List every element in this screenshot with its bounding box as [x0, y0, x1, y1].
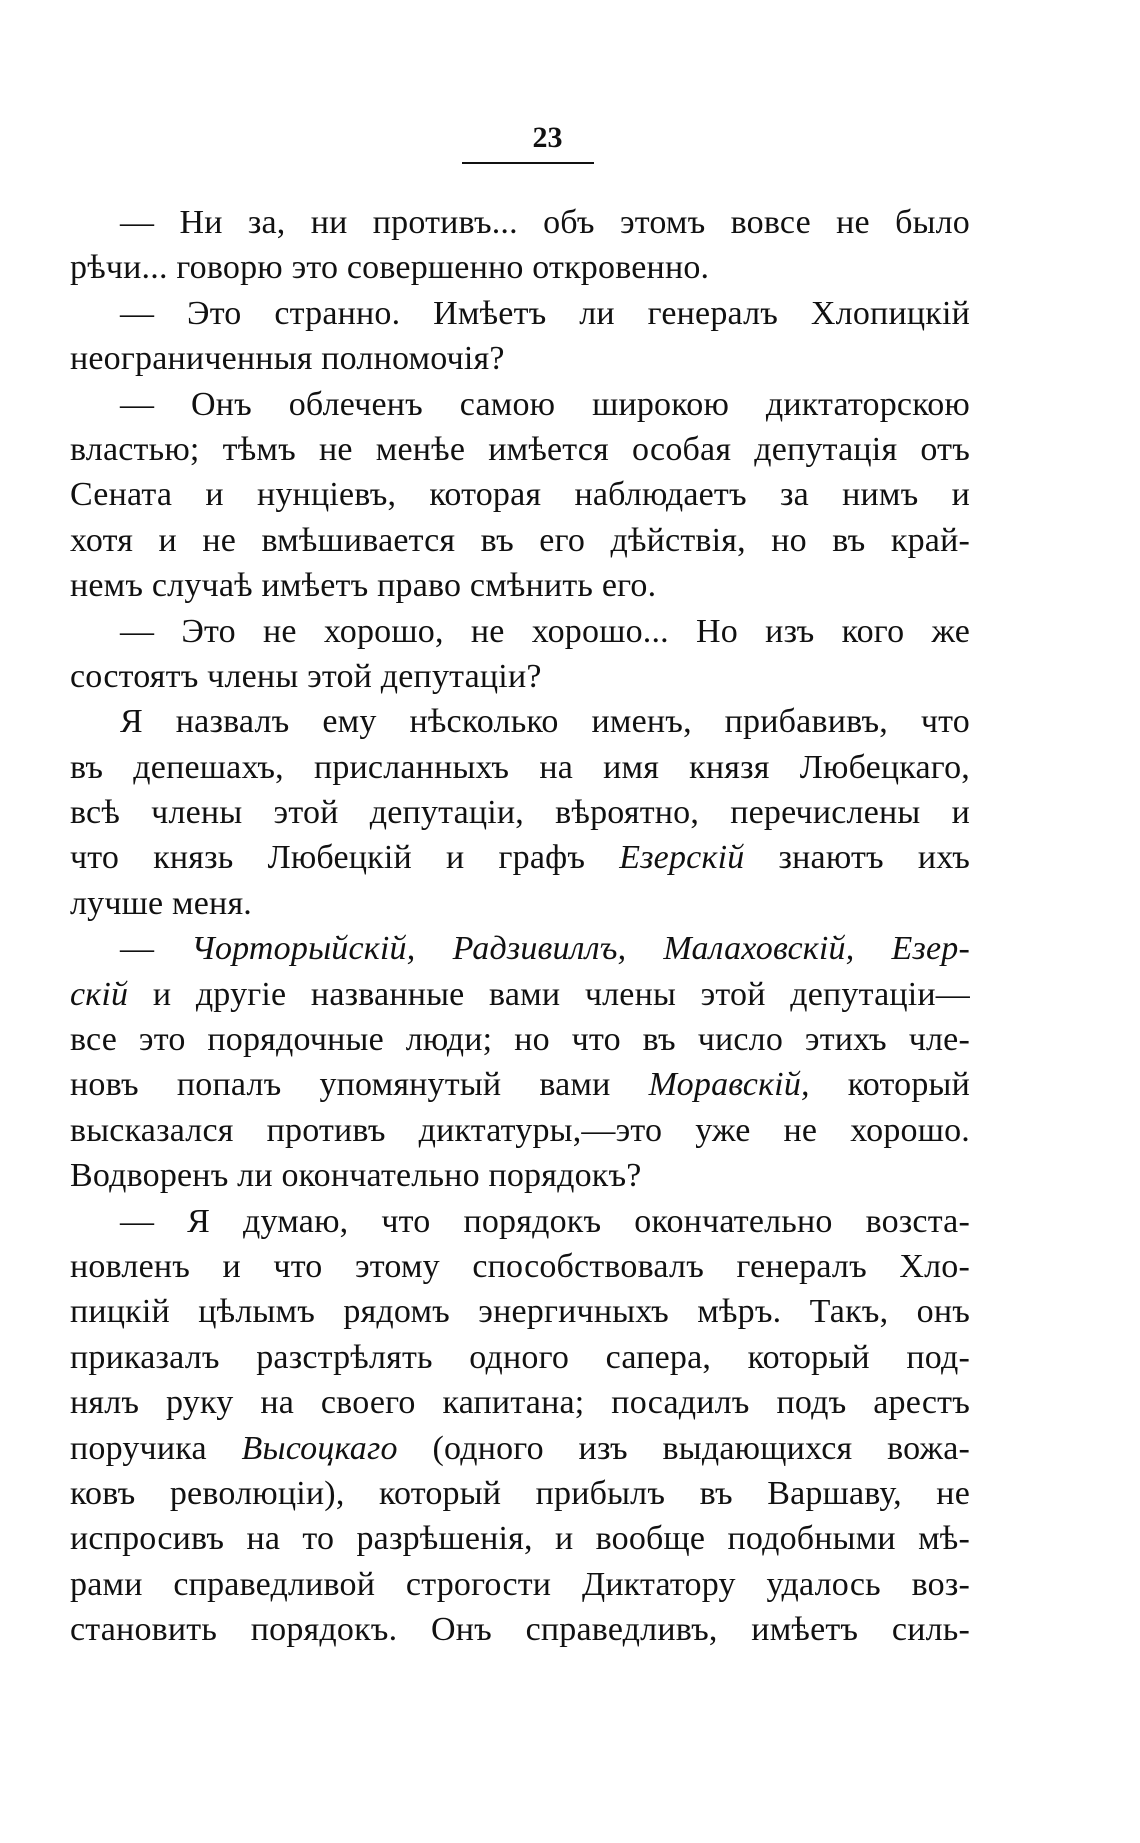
- text-span: —: [120, 930, 192, 968]
- text-span: состоятъ члены этой депутаціи?: [70, 657, 542, 695]
- italic-name: Высоцкаго: [241, 1429, 398, 1467]
- text-span: — Ни за, ни противъ... объ этомъ вовсе не было: [120, 204, 970, 241]
- text-line: [70, 1562, 970, 1607]
- text-line: [70, 518, 970, 563]
- text-line: [70, 835, 970, 880]
- text-line: [70, 1153, 970, 1198]
- text-line: [70, 745, 970, 790]
- text-line: [70, 926, 970, 971]
- text-span: становить порядокъ. Онъ справедливъ, имѣетъ силь-: [70, 1611, 970, 1649]
- text-span: испросивъ на то разрѣшенія, и вообще подобными мѣ-: [70, 1520, 970, 1558]
- text-line: [70, 1108, 970, 1153]
- text-span: — Это не хорошо, не хорошо... Но изъ кого же: [120, 612, 970, 650]
- text-span: въ депешахъ, присланныхъ на имя князя Любецкаго,: [70, 748, 970, 786]
- text-line: [70, 1516, 970, 1561]
- text-line: [70, 1380, 970, 1425]
- text-span: и другіе названные вами члены этой депутаціи—: [128, 975, 970, 1013]
- text-span: немъ случаѣ имѣетъ право смѣнить его.: [70, 567, 657, 605]
- text-line: [70, 1199, 970, 1244]
- text-span: — Это странно. Имѣетъ ли генералъ Хлопицкій: [120, 294, 970, 332]
- text-span: властью; тѣмъ не менѣе имѣется особая депутація отъ: [70, 430, 970, 468]
- text-line: [70, 699, 970, 744]
- text-span: новленъ и что этому способствовалъ генералъ Хло-: [70, 1247, 970, 1285]
- text-span: рѣчи... говорю это совершенно откровенно.: [70, 249, 710, 287]
- text-span: все это порядочные люди; но что въ число этихъ чле-: [70, 1021, 970, 1059]
- text-span: высказался противъ диктатуры,—это уже не хорошо.: [70, 1111, 970, 1149]
- text-span: хотя и не вмѣшивается въ его дѣйствія, но въ край-: [70, 521, 970, 559]
- text-line: [70, 790, 970, 835]
- text-span: лучше меня.: [70, 884, 252, 922]
- text-span: новъ попалъ упомянутый вами: [70, 1066, 649, 1104]
- text-span: — Я думаю, что порядокъ окончательно возста-: [120, 1202, 970, 1240]
- text-span: поручика: [70, 1429, 242, 1467]
- text-span: (одного изъ выдающихся вожа-: [397, 1429, 971, 1467]
- text-span: Сената и нунціевъ, которая наблюдаетъ за нимъ и: [70, 476, 970, 514]
- text-line: [70, 881, 970, 926]
- text-line: [70, 472, 970, 517]
- text-span: нялъ руку на своего капитана; посадилъ подъ арестъ: [70, 1384, 970, 1422]
- text-span: приказалъ разстрѣлять одного сапера, который под-: [70, 1338, 970, 1376]
- text-line: [70, 245, 970, 290]
- text-line: [70, 382, 970, 427]
- text-line: [70, 427, 970, 472]
- text-span: что князь Любецкій и графъ: [70, 839, 620, 877]
- text-line: [70, 1471, 970, 1516]
- italic-name: Моравскій,: [648, 1066, 810, 1104]
- text-line: [70, 291, 970, 336]
- text-line: [70, 1335, 970, 1380]
- text-span: Водворенъ ли окончательно порядокъ?: [70, 1157, 642, 1195]
- italic-name: Езерскій: [619, 839, 745, 877]
- text-line: [70, 1289, 970, 1334]
- body-text: [70, 200, 970, 1653]
- text-line: [70, 200, 970, 245]
- page-number: 23: [532, 121, 563, 154]
- text-line: [70, 1426, 970, 1471]
- text-line: [70, 654, 970, 699]
- header-rule: [462, 162, 594, 164]
- italic-name: скій: [70, 975, 129, 1013]
- text-span: пицкій цѣлымъ рядомъ энергичныхъ мѣръ. Такъ, онъ: [70, 1293, 970, 1331]
- text-line: [70, 609, 970, 654]
- text-span: неограниченныя полномочія?: [70, 340, 505, 378]
- text-span: знаютъ ихъ: [744, 839, 970, 877]
- text-line: [70, 972, 970, 1017]
- text-line: [70, 1017, 970, 1062]
- text-span: всѣ члены этой депутаціи, вѣроятно, перечислены и: [70, 794, 970, 832]
- italic-name: Чорторыйскій, Радзивиллъ, Малаховскій, Езер-: [191, 930, 970, 968]
- text-span: который: [809, 1066, 970, 1104]
- text-line: [70, 336, 970, 381]
- text-line: [70, 1244, 970, 1289]
- text-span: ковъ революціи), который прибылъ въ Варшаву, не: [70, 1474, 970, 1512]
- text-span: рами справедливой строгости Диктатору удалось воз-: [70, 1565, 970, 1603]
- text-line: [70, 1062, 970, 1107]
- text-span: Я назвалъ ему нѣсколько именъ, прибавивъ, что: [120, 703, 970, 741]
- text-span: — Онъ облеченъ самою широкою диктаторскою: [120, 385, 970, 423]
- text-line: [70, 1607, 970, 1652]
- text-line: [70, 563, 970, 608]
